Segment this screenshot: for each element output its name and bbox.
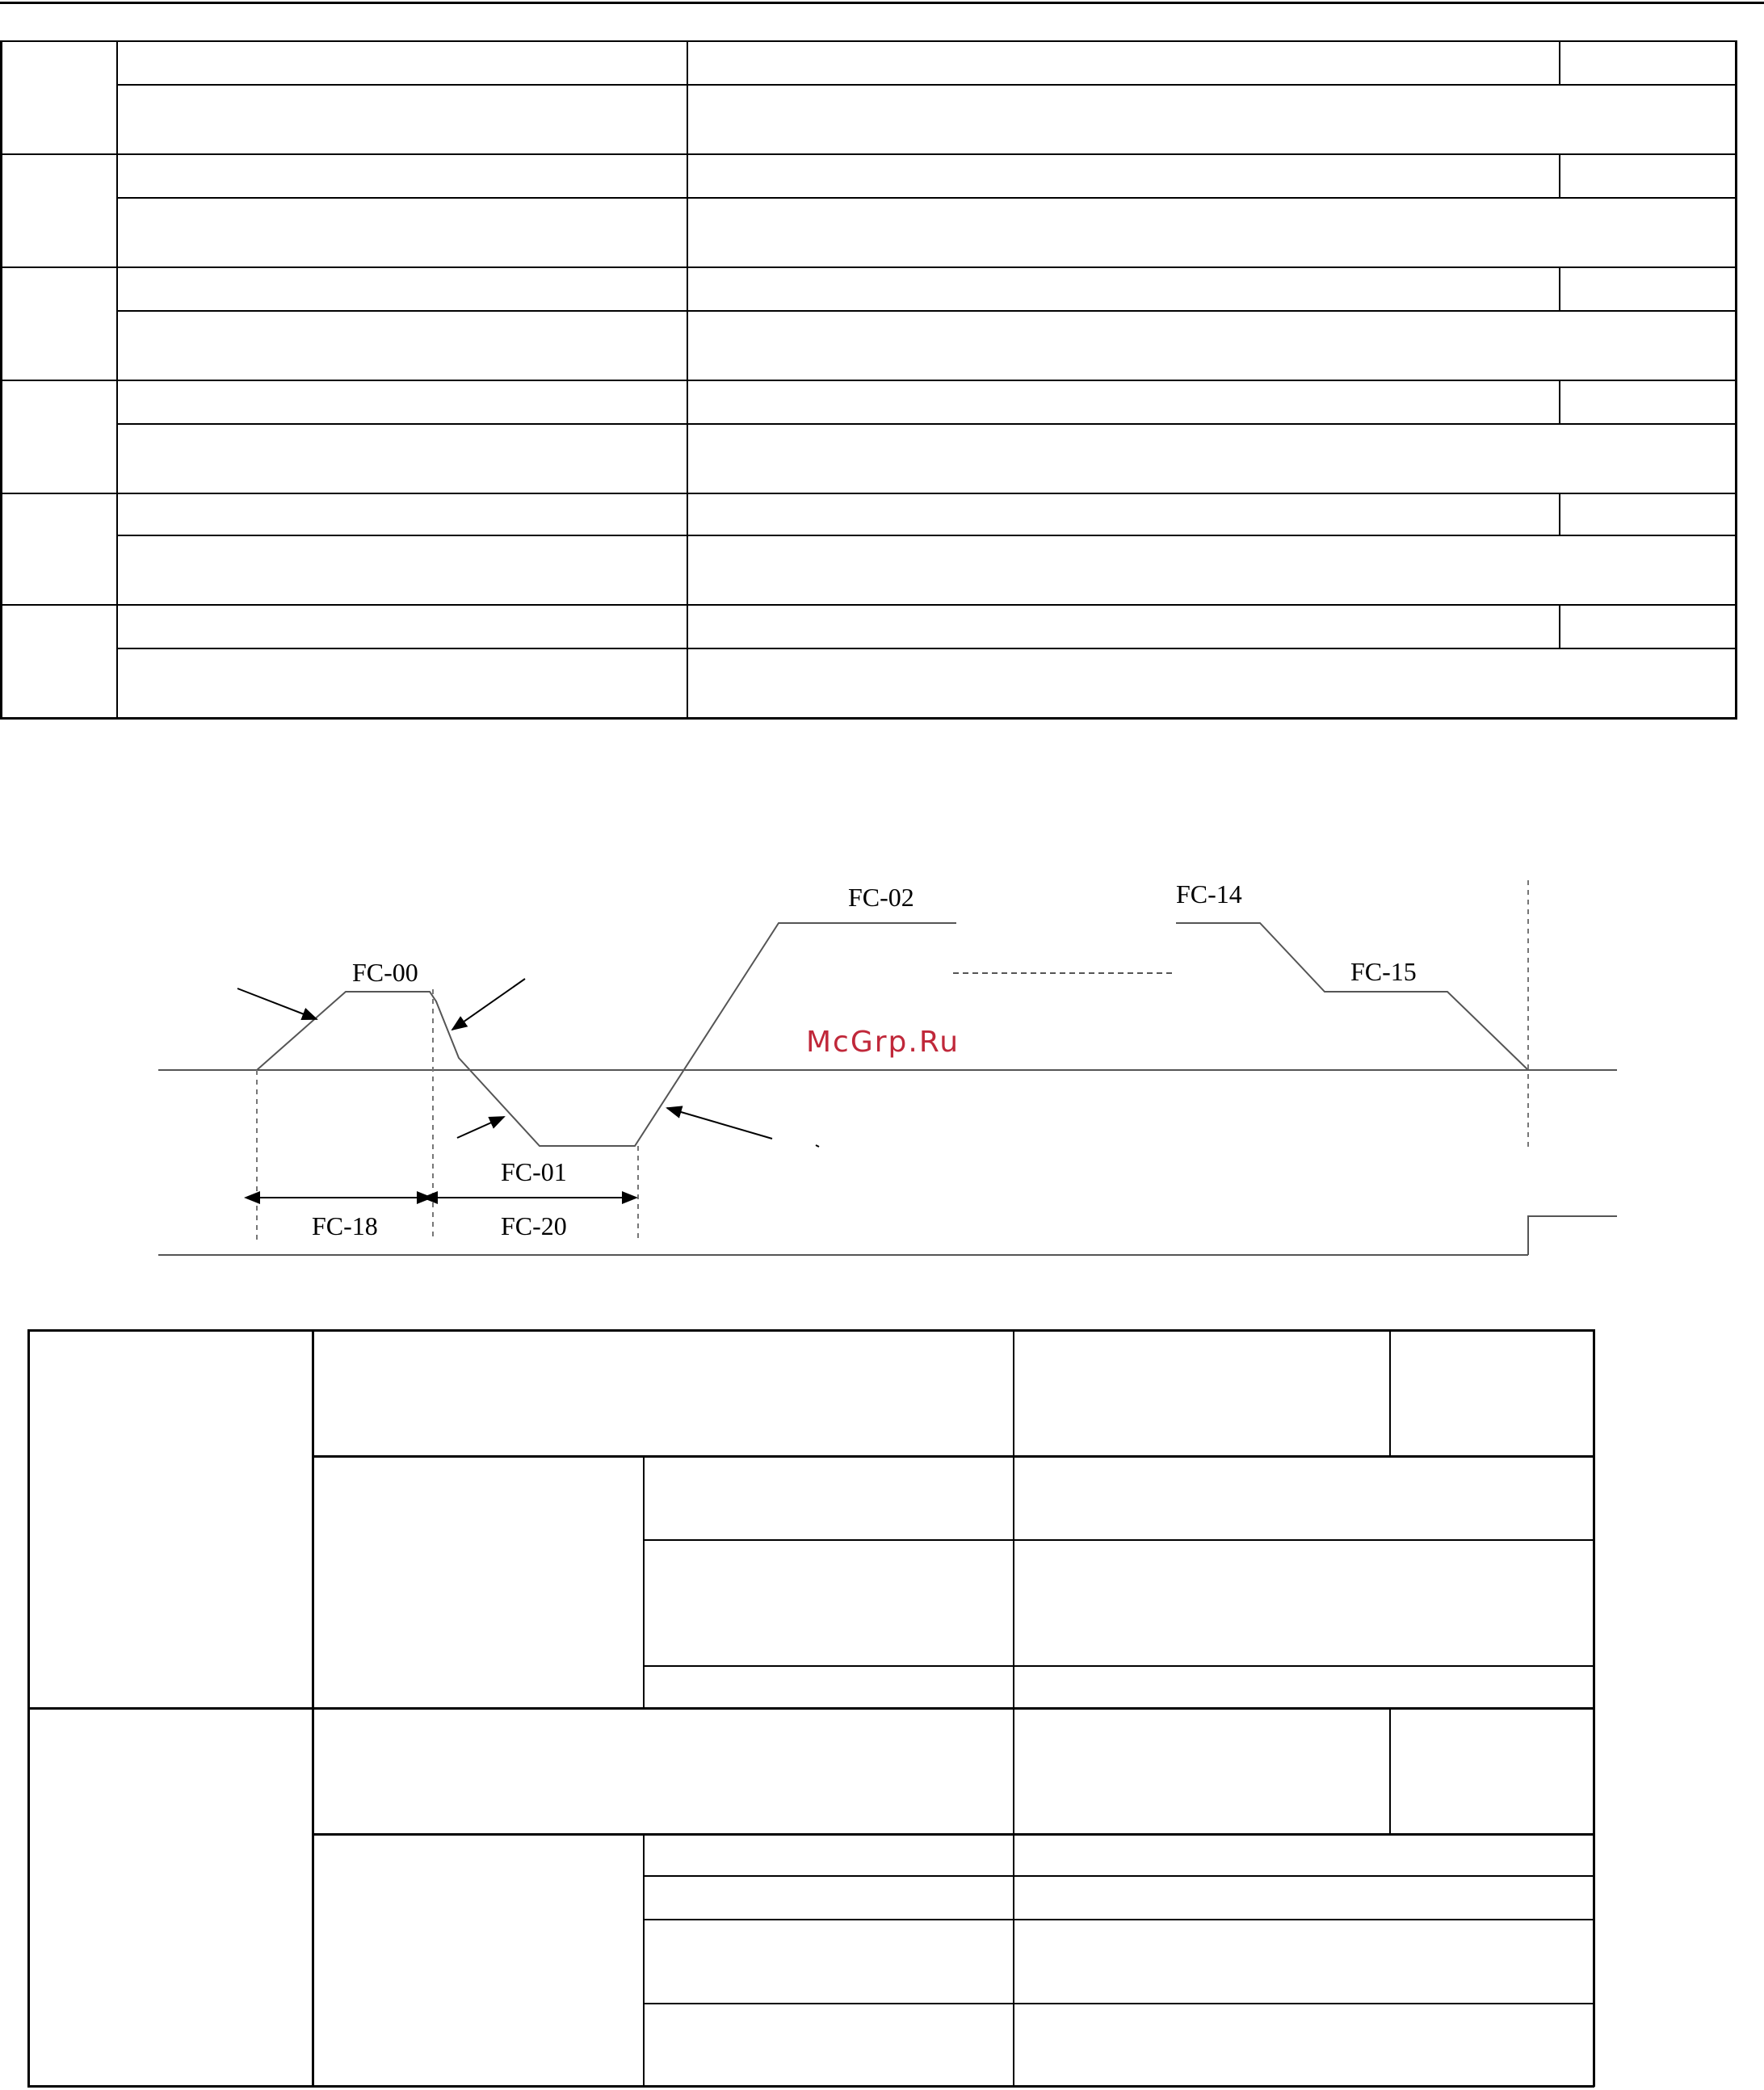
label-fc20: FC-20 [501, 1211, 567, 1240]
label-fc18: FC-18 [312, 1211, 378, 1240]
label-fc01: FC-01 [501, 1157, 567, 1186]
label-fc14: FC-14 [1176, 879, 1242, 909]
page-top-rule [0, 2, 1764, 4]
speed-curve-end [1176, 923, 1528, 1070]
label-fc15: FC-15 [1350, 957, 1417, 986]
label-fc00: FC-00 [352, 958, 418, 987]
run-signal [1528, 1216, 1617, 1255]
label-fc02: FC-02 [848, 883, 914, 912]
watermark: McGrp.Ru [806, 1026, 960, 1059]
frequency-timing-diagram [0, 856, 1764, 1276]
